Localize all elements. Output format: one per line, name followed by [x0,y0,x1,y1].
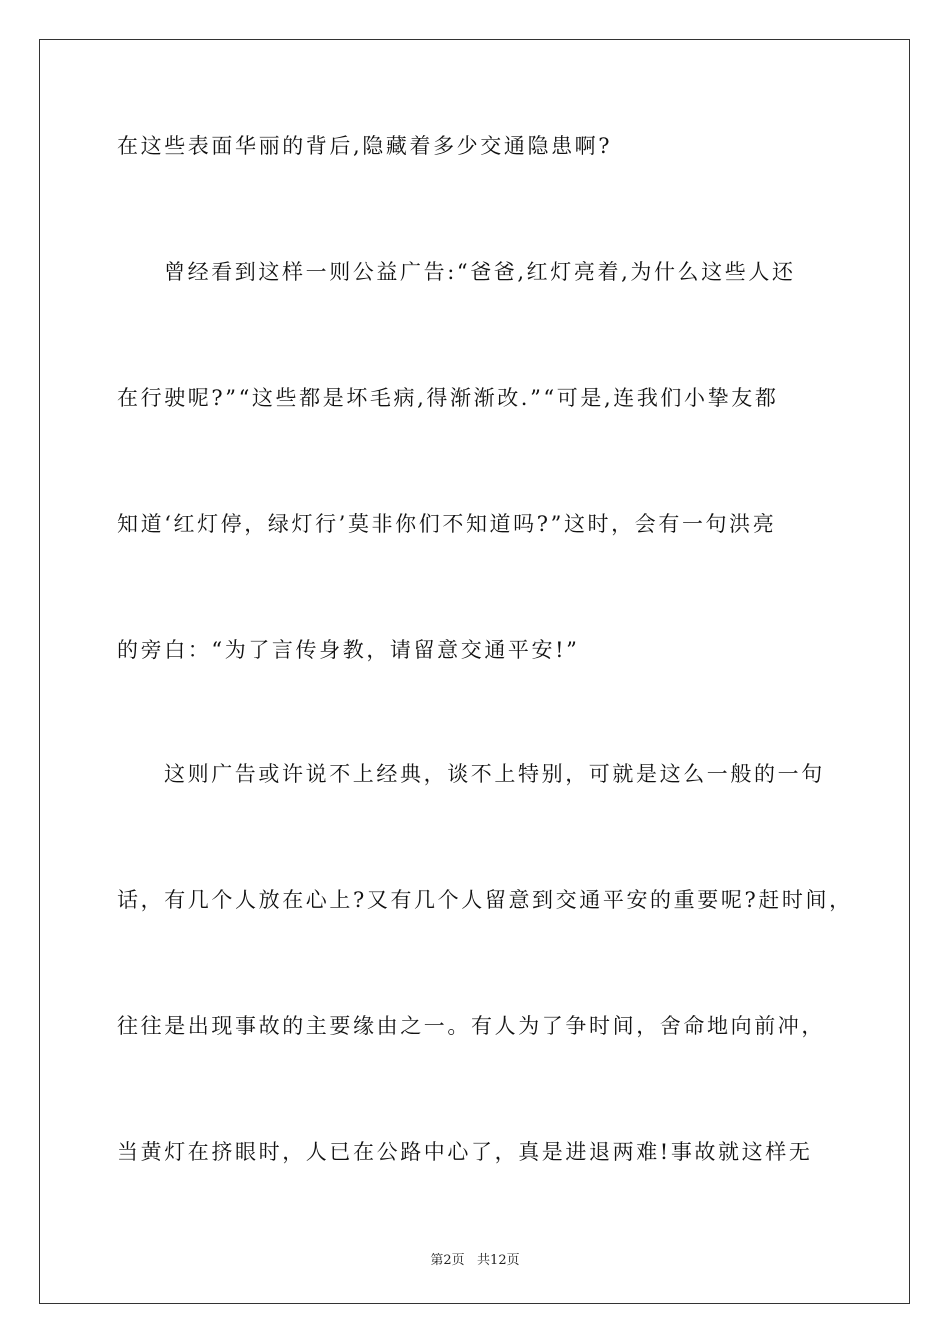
page-number-footer: 第2页 共12页 [430,1253,520,1268]
text-line: 在这些表面华丽的背后,隐藏着多少交通隐患啊? [117,134,613,158]
page-border [39,39,910,1304]
text-line: 往往是出现事故的主要缘由之一。有人为了争时间，舍命地向前冲， [117,1014,825,1038]
text-line: 话，有几个人放在心上?又有几个人留意到交通平安的重要呢?赶时间， [117,888,853,912]
text-line: 曾经看到这样一则公益广告:“爸爸,红灯亮着,为什么这些人还 [164,260,796,284]
text-line: 这则广告或许说不上经典，谈不上特别，可就是这么一般的一句 [164,762,825,786]
text-line: 知道‘红灯停，绿灯行’莫非你们不知道吗?”这时，会有一句洪亮 [117,512,777,536]
text-line: 在行驶呢?”“这些都是坏毛病,得渐渐改.”“可是,连我们小挚友都 [117,386,779,410]
text-line: 当黄灯在挤眼时，人已在公路中心了，真是进退两难!事故就这样无 [117,1140,813,1164]
text-line: 的旁白：“为了言传身教，请留意交通平安!” [117,638,580,662]
